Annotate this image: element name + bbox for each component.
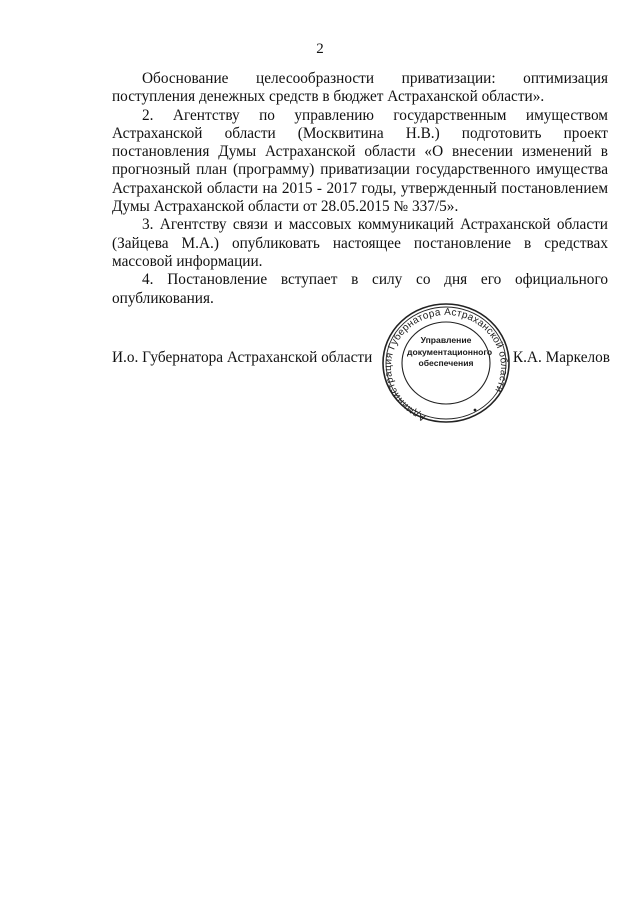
seal-center-text — [407, 335, 493, 370]
seal-center-line: обеспечения — [418, 358, 474, 368]
paragraph-item-3: 3. Агентству связи и массовых коммуникаций Астраханской области (Зайцева М.А.) опубликовать настоящее постановление в средствах массовой информации. — [112, 216, 608, 270]
paragraph-item-2: 2. Агентству по управлению государственным имуществом Астраханской области (Москвитина Н.В.) подготовить проект постановления Думы Астраханской области «О внесении изменений в прогнозный план (программу) приватизации государственного имущества Астраханской области на 2015 - 2017 годы, утвержденный постановлением Думы Астраханской области от 28.05.2015 № 337/5». — [112, 106, 608, 216]
official-seal — [381, 302, 511, 424]
seal-center-line: документационного — [407, 346, 493, 357]
signer-title: И.о. Губернатора Астраханской области — [112, 349, 373, 366]
signature-block — [112, 346, 610, 373]
seal-center-line: Управление — [420, 335, 472, 345]
signer-name: К.А. Маркелов — [512, 349, 610, 366]
seal-ring-text: Администрация Губернатора Астраханской области — [382, 306, 510, 423]
page-number: 2 — [316, 41, 324, 57]
paragraph-justification: Обоснование целесообразности приватизации: оптимизация поступления денежных средств в бюджет Астраханской области». — [112, 70, 608, 106]
paragraph-item-4: 4. Постановление вступает в силу со дня его официального опубликования. — [112, 271, 608, 307]
document-body — [112, 70, 608, 308]
